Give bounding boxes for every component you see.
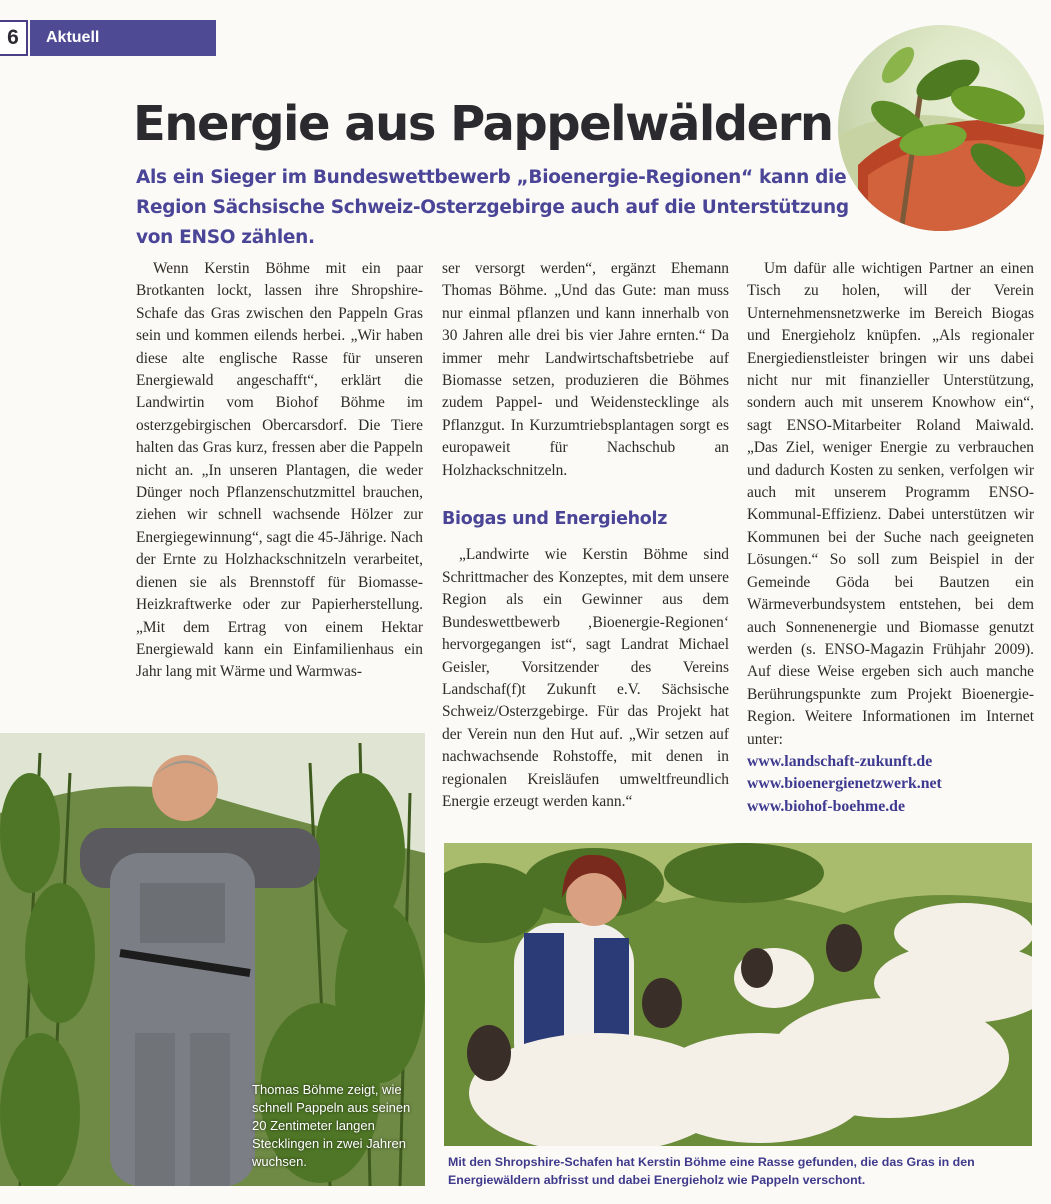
article-title: Energie aus Pappelwäldern [133,96,833,152]
link-bioenergienetzwerk[interactable]: www.bioenergienetzwerk.net [747,775,942,793]
photo-caption-sheep: Mit den Shropshire-Schafen hat Kerstin Böhme eine Rasse gefunden, die das Gras in den Energiewäldern abfrisst und dabei Energieholz wie Pappeln verschont. [448,1155,975,1187]
link-landschaft-zukunft[interactable]: www.landschaft-zukunft.de [747,752,933,770]
article-column-1 [136,258,423,684]
plant-seedling-illustration [838,25,1044,231]
plant-seedling-photo [838,25,1044,231]
section-label [30,20,216,56]
photo-caption-man: Thomas Böhme zeigt, wie schnell Pappeln aus seinen 20 Zentimeter langen Stecklingen in zwei Jahren wuchsen. [252,1082,411,1169]
article-lead: Als ein Sieger im Bundeswettbewerb „Bioenergie-Regionen“ kann die Region Sächsische Schweiz-Osterzgebirge auch auf die Unterstützung von ENSO zählen. [136,167,849,248]
page-number: 6 [0,20,28,56]
section-label-text: Aktuell [46,29,100,46]
body-paragraph: Um dafür alle wichtigen Partner an einen Tisch zu holen, will der Verein Unternehmensnetzwerke im Bereich Biogas und Energieholz knüpfen. „Als regionaler Energiedienstleister bringen wir uns dabei nicht nur mit finanzieller Unterstützung, sondern auch mit unserem Knowhow ein“, sagt ENSO-Mitarbeiter Roland Maiwald. „Das Ziel, weniger Energie zu verbrauchen und dadurch Kosten zu senken, verfolgen wir auch mit unserem Programm ENSO-Kommunal-Effizienz. Dabei unterstützen wir Kommunen bei der Suche nach geeigneten Lösungen.“ So soll zum Beispiel in der Gemeinde Göda bei Bautzen ein Wärmeverbundsystem entstehen, bei dem auch Sonnenenergie und Biomasse genutzt werden (s. ENSO-Magazin Frühjahr 2009). Auf diese Weise ergeben sich auch manche Berührungspunkte zum Projekt Bioenergie-Region. Weitere Informationen im Internet unter: [747,260,1034,748]
body-paragraph: „Landwirte wie Kerstin Böhme sind Schrittmacher des Konzeptes, mit dem unsere Region als ein Gewinner aus dem Bundeswettbewerb ‚Bioenergie-Regionen‘ hervorgegangen ist“, sagt Landrat Michael Geisler, Vorsitzender des Vereins Landschaf(f)t Zukunft e.V. Sächsische Schweiz/Osterzgebirge. Für das Projekt hat der Verein nun den Hut auf. „Wir setzen auf nachwachsende Rohstoffe, mit denen in regionalen Kreisläufen umweltfreundlich Energie erzeugt werden kann.“ [442,546,729,810]
article-column-3 [747,258,1034,818]
photo-kerstin-boehme-sheep [444,843,1032,1146]
body-paragraph: Wenn Kerstin Böhme mit ein paar Brotkanten lockt, lassen ihre Shropshire-Schafe das Gras zwischen den Pappeln Gras sein und kommen eilends herbei. „Wir haben diese alte englische Rasse für unseren Energiewald angeschafft“, erklärt die Landwirtin vom Biohof Böhme im osterzgebirgischen Obercarsdorf. Die Tiere halten das Gras kurz, fressen aber die Pappeln nicht an. „In unseren Plantagen, die weder Dünger noch Pflanzenschutzmittel brauchen, ziehen wir schnell wachsende Hölzer zur Energiegewinnung“, sagt die 45-Jährige. Nach der Ernte zu Holzhackschnitzeln verarbeitet, dienen sie als Brennstoff für Biomasse-Heizkraftwerke oder zur Papierherstellung. „Mit dem Ertrag von einem Hektar Energiewald kann ein Einfamilienhaus ein Jahr lang mit Wärme und Warmwas- [136,260,423,681]
link-biohof-boehme[interactable]: www.biohof-boehme.de [747,797,905,815]
body-paragraph: ser versorgt werden“, ergänzt Ehemann Thomas Böhme. „Und das Gute: man muss nur einmal pflanzen und kann innerhalb von 30 Jahren alle drei bis vier Jahre ernten.“ Da immer mehr Landwirtschaftsbetriebe auf Biomasse setzen, produzieren die Böhmes zudem Pappel- und Weidenstecklinge als Pflanzgut. In Kurzumtriebsplantagen sorgt es europaweit für Nachschub an Holzhackschnitzeln. [442,260,729,479]
article-subheading: Biogas und Energieholz [442,509,668,530]
article-column-2 [442,258,729,813]
woman-with-sheep-illustration [444,843,1032,1146]
